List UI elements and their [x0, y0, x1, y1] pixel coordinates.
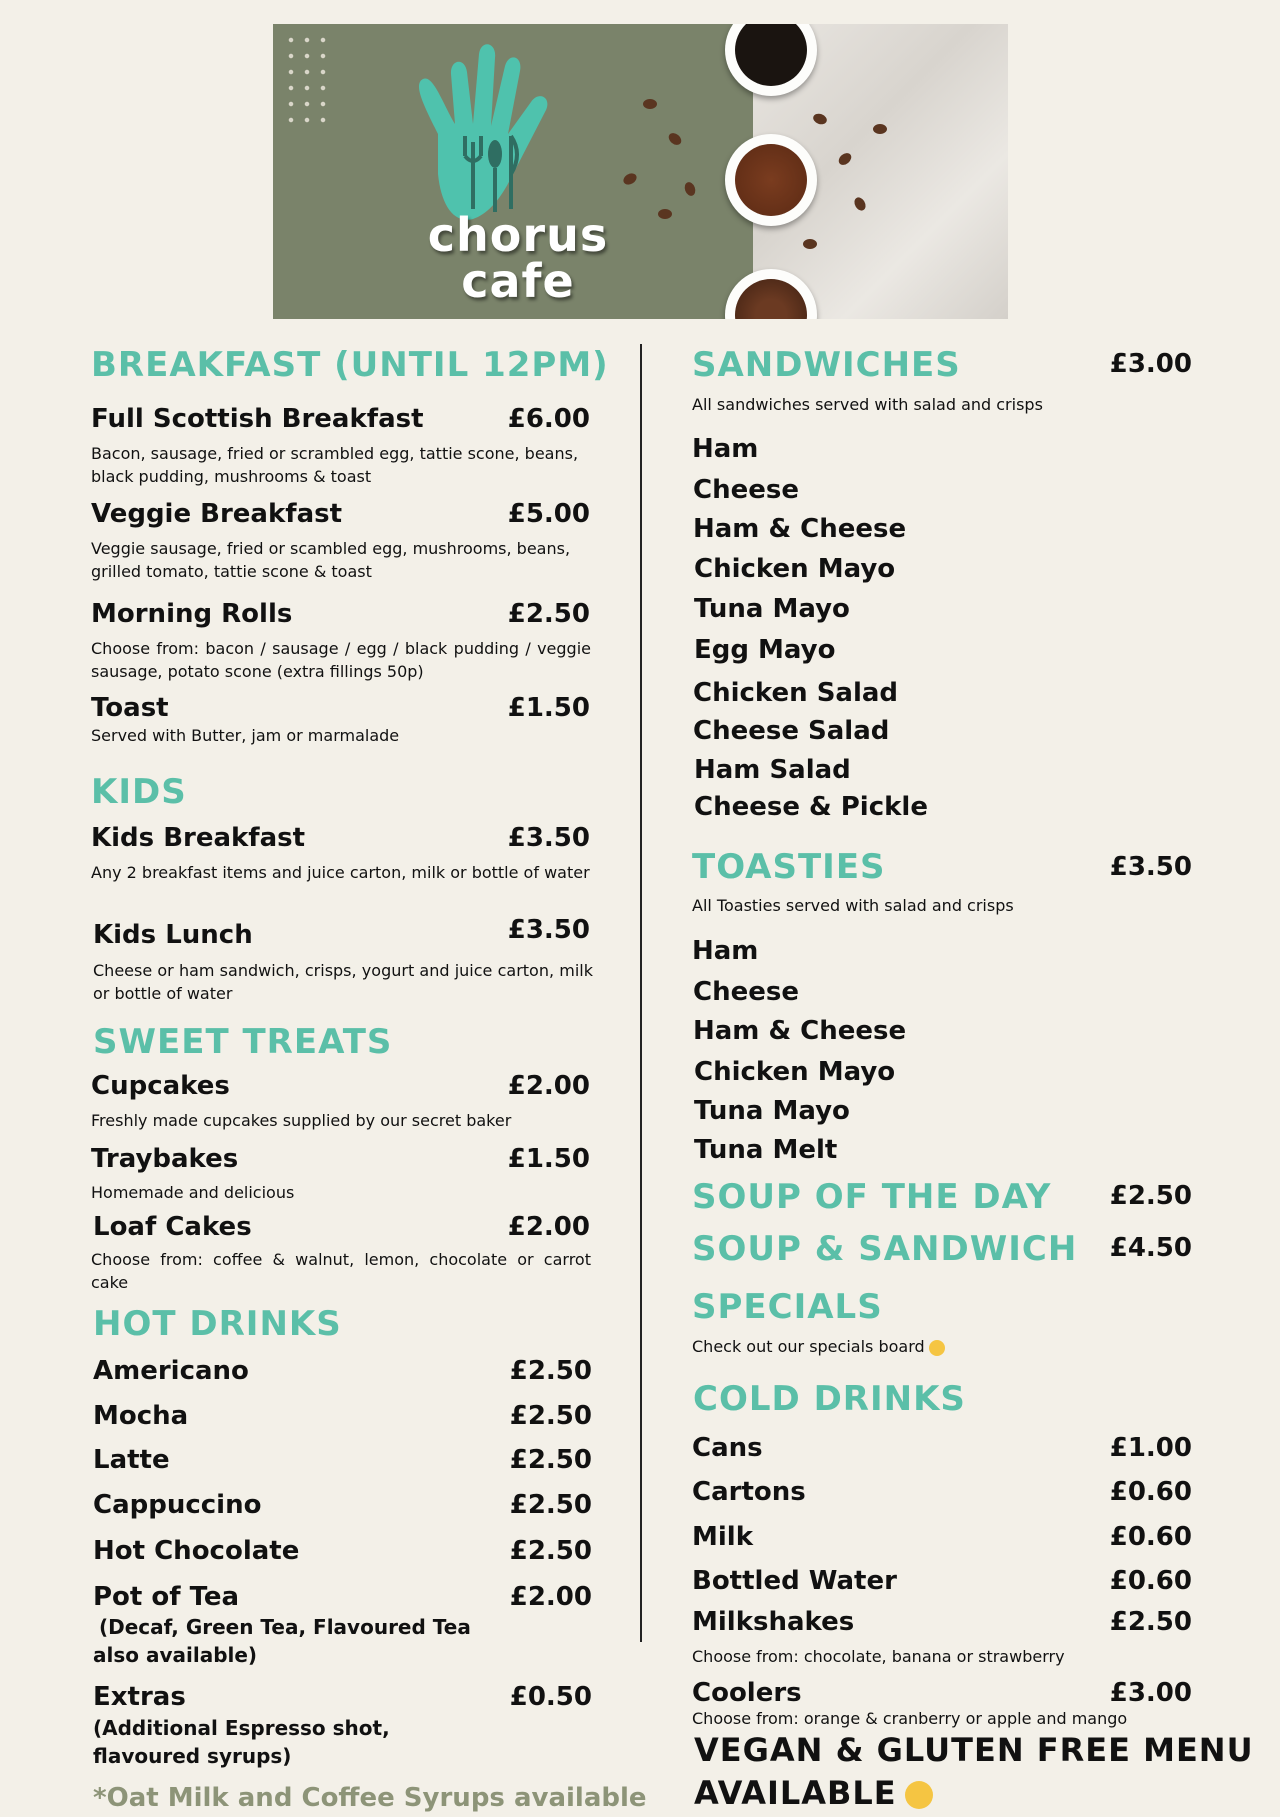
sandwich-item: Ham Salad	[694, 755, 851, 785]
vegan-gluten-free-line-2: AVAILABLE	[694, 1774, 897, 1812]
menu-item-price: £6.00	[507, 404, 590, 434]
menu-item-description: Veggie sausage, fried or scambled egg, mushrooms, beans, grilled tomato, tattie scone & toast	[91, 539, 571, 581]
brand-name	[398, 208, 638, 308]
sandwich-item: Ham	[692, 434, 759, 464]
menu-item-name: Kids Lunch	[93, 920, 253, 950]
sandwiches-price: £3.00	[1109, 349, 1192, 379]
drink-price: £3.00	[1109, 1678, 1192, 1708]
drink-name: Cappuccino	[93, 1490, 262, 1520]
menu-item-price: £2.00	[507, 1212, 590, 1242]
menu-item-description: Homemade and delicious	[91, 1183, 295, 1202]
menu-item-name: Cupcakes	[91, 1071, 230, 1101]
menu-item-name: Toast	[91, 693, 169, 723]
cold-drinks-heading: COLD DRINKS	[693, 1379, 966, 1419]
specials-heading: SPECIALS	[692, 1287, 883, 1327]
drink-price: £2.50	[1109, 1607, 1192, 1637]
sandwiches-note: All sandwiches served with salad and crisps	[692, 395, 1043, 414]
menu-item-name: Full Scottish Breakfast	[91, 404, 424, 434]
coolers-note: Choose from: orange & cranberry or apple and mango	[692, 1709, 1128, 1728]
tea-note: (Decaf, Green Tea, Flavoured Tea also available)	[93, 1615, 471, 1667]
drink-price: £0.60	[1109, 1566, 1192, 1596]
smiley-icon	[905, 1781, 933, 1809]
menu-item-name: Veggie Breakfast	[91, 499, 343, 529]
milkshake-note: Choose from: chocolate, banana or strawberry	[692, 1647, 1065, 1666]
drink-price: £2.50	[509, 1356, 592, 1386]
menu-item-price: £1.50	[507, 693, 590, 723]
smiley-icon	[929, 1340, 945, 1356]
drink-price: £2.50	[509, 1445, 592, 1475]
drink-name: Bottled Water	[692, 1566, 897, 1596]
sandwich-item: Ham & Cheese	[693, 514, 907, 544]
drink-price: £0.60	[1109, 1522, 1192, 1552]
vegan-gluten-free-line-2-row	[694, 1772, 933, 1814]
toasties-heading: TOASTIES	[692, 847, 886, 887]
menu-item-name: Loaf Cakes	[93, 1212, 252, 1242]
column-divider	[640, 344, 642, 1642]
drink-name: Cans	[692, 1433, 763, 1463]
drink-name: Latte	[93, 1445, 170, 1475]
menu-item-price: £5.00	[507, 499, 590, 529]
menu-item-description: Served with Butter, jam or marmalade	[91, 726, 400, 745]
kids-heading: KIDS	[91, 772, 187, 812]
drink-name: Milk	[692, 1522, 753, 1552]
sweet-treats-heading: SWEET TREATS	[93, 1022, 393, 1062]
sandwich-item: Cheese	[693, 475, 799, 505]
menu-item-description: Freshly made cupcakes supplied by our secret baker	[91, 1111, 512, 1130]
breakfast-heading: BREAKFAST (UNTIL 12PM)	[91, 345, 609, 385]
drink-name: Americano	[93, 1356, 249, 1386]
sandwiches-heading: SANDWICHES	[692, 345, 961, 385]
menu-item-price: £1.50	[507, 1144, 590, 1174]
drink-price: £1.00	[1109, 1433, 1192, 1463]
toastie-item: Ham	[692, 936, 759, 966]
drink-price: £2.50	[509, 1536, 592, 1566]
drink-price: £0.50	[509, 1682, 592, 1712]
menu-item-name: Traybakes	[91, 1144, 239, 1174]
drink-price: £2.50	[509, 1401, 592, 1431]
menu-item-description: Cheese or ham sandwich, crisps, yogurt and juice carton, milk or bottle of water	[93, 961, 593, 1003]
menu-item-description: Choose from: bacon / sausage / egg / black pudding / veggie sausage, potato scone (extra fillings 50p)	[91, 639, 591, 681]
specials-note-row	[692, 1335, 1092, 1358]
toastie-item: Tuna Mayo	[694, 1096, 850, 1126]
specials-note: Check out our specials board	[692, 1337, 925, 1356]
hot-drinks-heading: HOT DRINKS	[93, 1304, 342, 1344]
toasties-note: All Toasties served with salad and crisps	[692, 896, 1014, 915]
menu-item-price: £3.50	[507, 823, 590, 853]
toastie-item: Cheese	[693, 977, 799, 1007]
sandwich-item: Chicken Mayo	[694, 554, 896, 584]
sandwich-item: Cheese Salad	[693, 716, 890, 746]
drink-name: Cartons	[692, 1477, 806, 1507]
sandwich-item: Tuna Mayo	[694, 594, 850, 624]
drink-name: Pot of Tea	[93, 1582, 240, 1612]
banner	[273, 24, 1008, 319]
brand-line-2: cafe	[461, 254, 575, 308]
soup-price: £2.50	[1109, 1181, 1192, 1211]
drink-price: £0.60	[1109, 1477, 1192, 1507]
menu-item-name: Kids Breakfast	[91, 823, 306, 853]
drink-name: Mocha	[93, 1401, 189, 1431]
extras-note: (Additional Espresso shot, flavoured syrups)	[93, 1716, 390, 1768]
drink-price: £2.00	[509, 1582, 592, 1612]
menu-item-description: Any 2 breakfast items and juice carton, milk or bottle of water	[91, 863, 590, 882]
drink-price: £2.50	[509, 1490, 592, 1520]
menu-item-price: £3.50	[507, 915, 590, 945]
soup-heading: SOUP OF THE DAY	[692, 1177, 1052, 1217]
brand-line-1: chorus	[427, 208, 609, 262]
toasties-price: £3.50	[1109, 852, 1192, 882]
drink-name: Extras	[93, 1682, 186, 1712]
sandwich-item: Chicken Salad	[693, 678, 899, 708]
oat-milk-note: *Oat Milk and Coffee Syrups available	[93, 1783, 647, 1813]
menu-item-description: Choose from: coffee & walnut, lemon, chocolate or carrot cake	[91, 1250, 591, 1292]
toastie-item: Ham & Cheese	[693, 1016, 907, 1046]
toastie-item: Tuna Melt	[694, 1135, 838, 1165]
drink-name: Hot Chocolate	[93, 1536, 300, 1566]
menu-item-price: £2.00	[507, 1071, 590, 1101]
toastie-item: Chicken Mayo	[694, 1057, 896, 1087]
drink-name: Coolers	[692, 1678, 802, 1708]
menu-item-name: Morning Rolls	[91, 599, 293, 629]
menu-item-description: Bacon, sausage, fried or scrambled egg, tattie scone, beans, black pudding, mushrooms & toast	[91, 444, 579, 486]
sandwich-item: Egg Mayo	[694, 635, 836, 665]
vegan-gluten-free-line-1: VEGAN & GLUTEN FREE MENU	[694, 1731, 1254, 1769]
menu-item-price: £2.50	[507, 599, 590, 629]
sandwich-item: Cheese & Pickle	[694, 792, 928, 822]
soup-sandwich-price: £4.50	[1109, 1233, 1192, 1263]
soup-sandwich-heading: SOUP & SANDWICH	[692, 1229, 1078, 1269]
drink-name: Milkshakes	[692, 1607, 855, 1637]
